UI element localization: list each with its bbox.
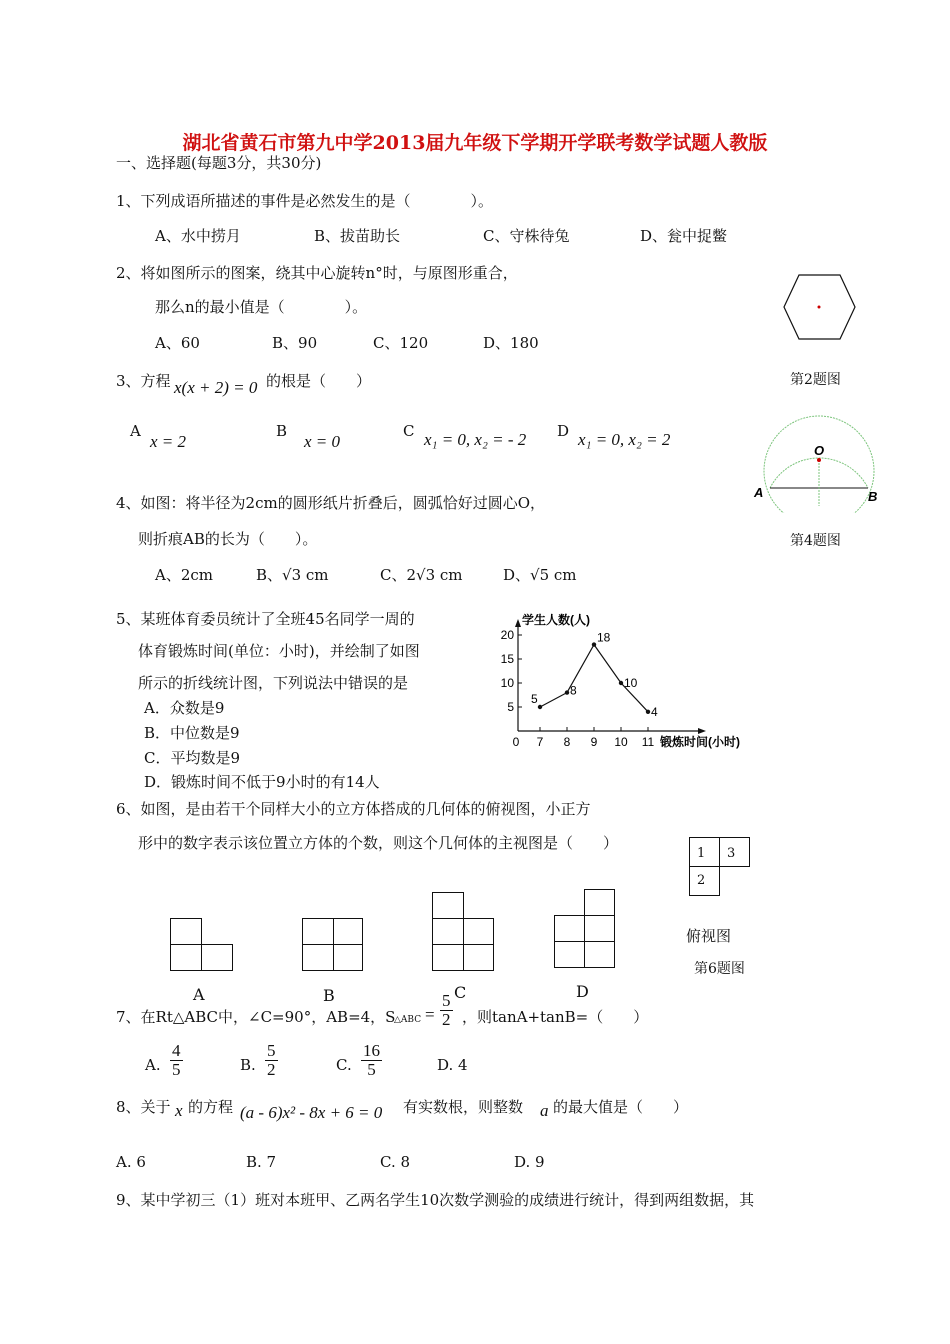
- q6-option-c-label: C: [454, 983, 467, 1002]
- q7-frac-num: 5: [442, 991, 451, 1010]
- chart-data-label: 10: [624, 676, 638, 690]
- q8-stem-b: 的方程: [188, 1098, 234, 1116]
- q4-option-b: B、√3 cm: [256, 566, 329, 584]
- q7-stem-prefix: 7、在Rt△ABC中，∠C=90°，AB=4，S: [116, 1008, 396, 1026]
- q7-option-a-letter: A.: [145, 1056, 161, 1074]
- point-o-label: O: [814, 443, 825, 458]
- q6-option-a-label: A: [193, 985, 205, 1004]
- q8-stem-c: 有实数根，则整数: [403, 1098, 524, 1116]
- q7-frac-den: 2: [442, 1010, 451, 1029]
- q1-option-b: B、拔苗助长: [314, 227, 401, 245]
- q6-option-b-label: B: [323, 986, 335, 1005]
- q5-option-b: B．中位数是9: [144, 724, 240, 742]
- q3-stem-prefix: 3、方程: [116, 372, 171, 390]
- q7-option-d: D. 4: [437, 1056, 468, 1074]
- q8-stem-a: 8、关于: [116, 1098, 171, 1116]
- folded-circle-figure: [750, 398, 885, 513]
- q5-stem-line2: 体育锻炼时间(单位：小时)，并绘制了如图: [138, 642, 420, 660]
- q7-option-c-letter: C.: [336, 1056, 352, 1074]
- q7-equals: =: [425, 1005, 435, 1024]
- q5-option-c: C．平均数是9: [144, 749, 241, 767]
- q7-option-a-den: 5: [172, 1060, 181, 1079]
- q5-option-a: A．众数是9: [144, 699, 225, 717]
- chart-y-tick-label: 10: [500, 676, 514, 690]
- chart-y-axis-arrow: [515, 619, 521, 627]
- q2-stem-line1: 2、将如图所示的图案，绕其中心旋转n°时，与原图形重合，: [116, 264, 518, 282]
- q8-stem-d: 的最大值是（ ）: [553, 1098, 689, 1116]
- top-view-label: 俯视图: [686, 927, 732, 945]
- q4-option-c: C、2√3 cm: [380, 566, 463, 584]
- q7-option-b-num: 5: [267, 1041, 276, 1060]
- chart-y-tick-label: 15: [500, 652, 514, 666]
- chart-point: [619, 681, 623, 685]
- q4-stem-line2: 则折痕AB的长为（ ）。: [138, 530, 318, 548]
- q7-stem-suffix: ，则tanA+tanB=（ ）: [462, 1008, 649, 1026]
- q5-stem-line1: 5、某班体育委员统计了全班45名同学一周的: [116, 610, 415, 628]
- chart-x-tick-label: 7: [536, 735, 544, 749]
- q7-option-b-frac: [265, 1042, 278, 1079]
- q7-option-c-den: 5: [367, 1060, 376, 1079]
- chart-data-label: 5: [531, 692, 538, 706]
- q1-option-c: C、守株待兔: [483, 227, 570, 245]
- q2-stem-line2: 那么n的最小值是（ ）。: [155, 298, 368, 316]
- chart-x-tick-label: 11: [641, 735, 655, 749]
- chart-y-tick-label: 20: [500, 628, 514, 642]
- q6-stem-line1: 6、如图，是由若干个同样大小的立方体搭成的几何体的俯视图，小正方: [116, 800, 591, 818]
- q7-option-a-num: 4: [172, 1041, 181, 1060]
- q2-option-b: B、90: [272, 334, 318, 352]
- q2-option-c: C、120: [373, 334, 429, 352]
- q2-option-a: A、60: [155, 334, 200, 352]
- q5-option-d: D．锻炼时间不低于9小时的有14人: [144, 773, 380, 791]
- chart-x-tick-label: 0: [512, 735, 520, 749]
- chart-point: [592, 642, 596, 646]
- section-heading: 一、选择题(每题3分，共30分): [116, 154, 322, 172]
- chart-x-tick-label: 10: [614, 735, 628, 749]
- q7-option-c-frac: [361, 1042, 382, 1079]
- chart-x-axis-label: 锻炼时间(小时): [660, 735, 740, 749]
- chart-x-axis-arrow: [698, 728, 706, 734]
- q7-option-b-letter: B.: [240, 1056, 256, 1074]
- chart-x-tick-label: 9: [590, 735, 598, 749]
- q3-option-c-letter: C: [403, 422, 415, 440]
- chart-data-label: 18: [597, 630, 611, 645]
- top-view-cell-1: 1: [697, 846, 706, 861]
- point-b-label: B: [868, 489, 878, 504]
- q1-option-d: D、瓮中捉鳖: [640, 227, 728, 245]
- chart-data-label: 8: [570, 683, 577, 698]
- q7-option-a-frac: [170, 1042, 183, 1079]
- q4-stem-line1: 4、如图：将半径为2cm的圆形纸片折叠后，圆弧恰好过圆心O，: [116, 494, 546, 512]
- q3-option-a-letter: A: [130, 422, 141, 440]
- q3-option-b-expr: x = 0: [304, 432, 341, 451]
- q7-option-c-num: 16: [363, 1041, 380, 1060]
- q8-option-b: B. 7: [246, 1153, 277, 1171]
- q6-stem-line2: 形中的数字表示该位置立方体的个数，则这个几何体的主视图是（ ）: [138, 834, 619, 852]
- q8-var-a: a: [540, 1101, 549, 1120]
- chart-y-axis-label: 学生人数(人): [522, 613, 590, 627]
- q3-stem-suffix: 的根是（ ）: [266, 372, 372, 390]
- hexagon-figure: [778, 272, 858, 342]
- chart-x-tick-label: 8: [563, 735, 571, 749]
- q7-option-b-den: 2: [267, 1060, 276, 1079]
- q7-subscript: △ABC: [394, 1015, 422, 1025]
- q8-option-a: A. 6: [116, 1153, 146, 1171]
- q6-figure-caption: 第6题图: [694, 961, 745, 977]
- q4-option-d: D、√5 cm: [503, 566, 577, 584]
- q8-equation: (a - 6)x² - 8x + 6 = 0: [240, 1103, 383, 1122]
- chart-point: [538, 705, 542, 709]
- q1-stem: 1、下列成语所描述的事件是必然发生的是（ ）。: [116, 192, 494, 210]
- document-title: 湖北省黄石市第九中学2013届九年级下学期开学联考数学试题人教版: [182, 132, 768, 154]
- q3-option-c-expr: x₁ = 0, x₂ = - 2: [424, 430, 527, 449]
- q4-option-a: A、2cm: [155, 566, 214, 584]
- q8-var-x: x: [175, 1101, 183, 1120]
- q7-fraction: [440, 992, 453, 1029]
- q2-option-d: D、180: [483, 334, 539, 352]
- q9-stem: 9、某中学初三（1）班对本班甲、乙两名学生10次数学测验的成绩进行统计，得到两组数据，其: [116, 1191, 755, 1209]
- q6-option-d-label: D: [576, 982, 589, 1001]
- point-a-label: A: [754, 485, 764, 500]
- q4-figure-caption: 第4题图: [790, 533, 841, 549]
- q5-stem-line3: 所示的折线统计图，下列说法中错误的是: [138, 674, 409, 692]
- q8-option-c: C. 8: [380, 1153, 411, 1171]
- chart-point: [565, 690, 569, 694]
- q3-option-b-letter: B: [276, 422, 288, 440]
- chart-point: [646, 710, 650, 714]
- chart-data-label: 4: [651, 704, 658, 719]
- chart-y-tick-label: 5: [507, 700, 514, 714]
- top-view-cell-3: 2: [697, 873, 706, 888]
- line-chart: [500, 608, 750, 753]
- q3-option-d-expr: x₁ = 0, x₂ = 2: [578, 430, 671, 449]
- q8-option-d: D. 9: [514, 1153, 545, 1171]
- q2-figure-caption: 第2题图: [790, 372, 841, 388]
- top-view-cell-2: 3: [727, 846, 736, 861]
- q3-option-d-letter: D: [557, 422, 570, 440]
- q3-option-a-expr: x = 2: [150, 432, 187, 451]
- q3-equation: x(x + 2) = 0: [174, 378, 258, 397]
- q1-option-a: A、水中捞月: [155, 227, 241, 245]
